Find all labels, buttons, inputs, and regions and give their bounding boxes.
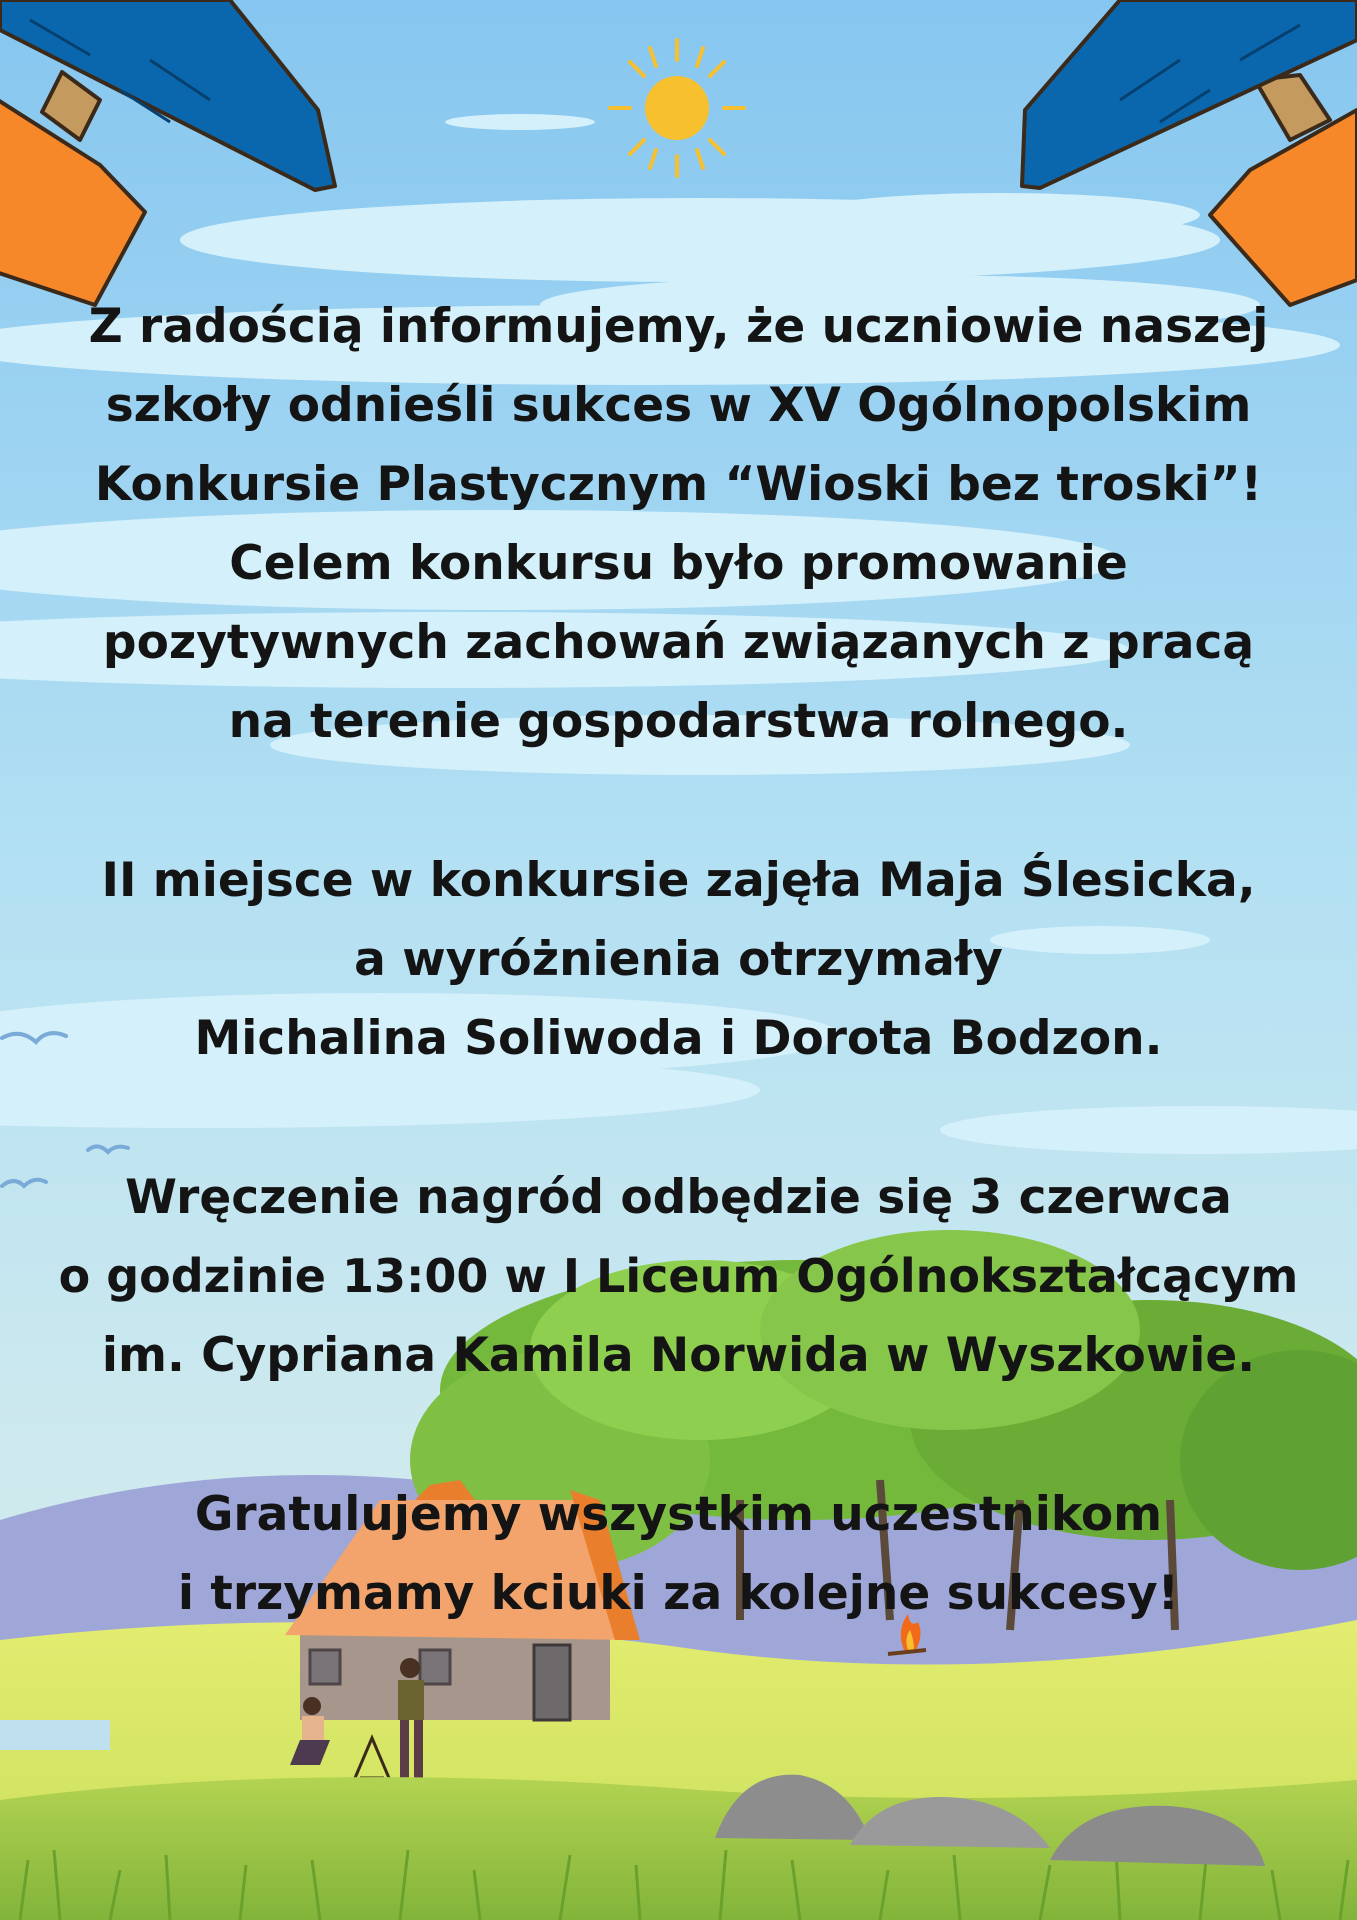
intro-line: Z radością informujemy, że uczniowie naszej xyxy=(88,299,1269,354)
ceremony-line: im. Cypriana Kamila Norwida w Wyszkowie. xyxy=(101,1328,1256,1383)
results-line: II miejsce w konkursie zajęła Maja Ślesicka, xyxy=(101,853,1256,908)
results-line: Michalina Soliwoda i Dorota Bodzon. xyxy=(194,1011,1163,1066)
intro-line: pozytywnych zachowań związanych z pracą xyxy=(102,615,1255,670)
intro-line: na terenie gospodarstwa rolnego. xyxy=(228,694,1129,749)
intro-line: Konkursie Plastycznym “Wioski bez troski”! xyxy=(94,457,1263,512)
results-line: a wyróżnienia otrzymały xyxy=(354,932,1003,987)
intro-line: Celem konkursu było promowanie xyxy=(229,536,1128,591)
ceremony-line: o godzinie 13:00 w I Liceum Ogólnokształcącym xyxy=(58,1249,1299,1303)
closing-line: Gratulujemy wszystkim uczestnikom xyxy=(194,1487,1163,1542)
closing-line: i trzymamy kciuki za kolejne sukcesy! xyxy=(177,1566,1180,1621)
ceremony-line: Wręczenie nagród odbędzie się 3 czerwca xyxy=(125,1170,1232,1225)
intro-line: szkoły odnieśli sukces w XV Ogólnopolskim xyxy=(105,378,1252,433)
